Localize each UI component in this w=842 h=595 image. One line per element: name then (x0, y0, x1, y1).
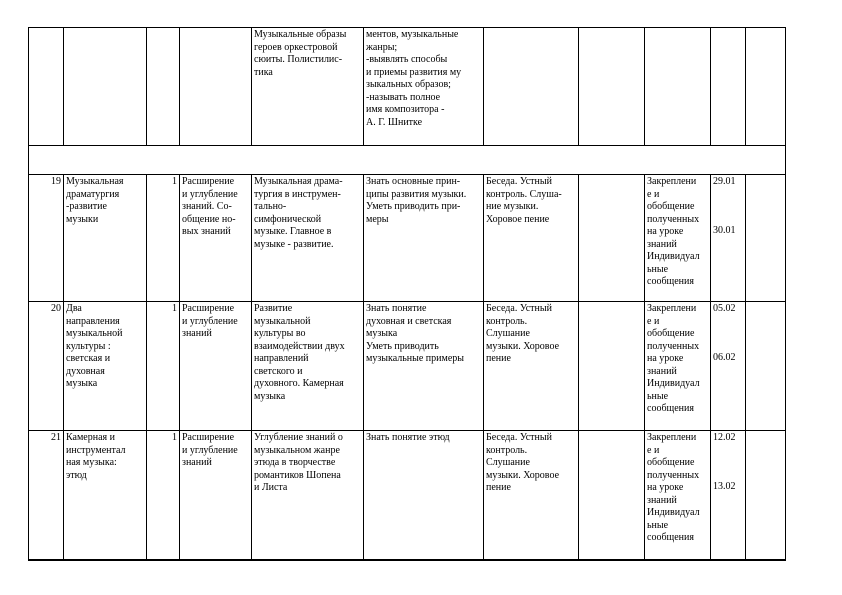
topic-line: светская и (66, 353, 111, 364)
hw-line: обобщение (647, 328, 695, 339)
cell-lesson-type (180, 302, 252, 431)
topic-line: Музыкальная (66, 176, 124, 187)
hw-line: ьные (647, 390, 669, 402)
planned-date: 12.02 (713, 432, 736, 443)
control-line: контроль. (486, 444, 528, 456)
hw-line: сообщения (647, 532, 694, 543)
control-line: Беседа. Устный (486, 176, 552, 187)
req-line: Уметь приводить (366, 340, 439, 352)
topic-line: направления (66, 315, 120, 327)
cell-homework (645, 175, 711, 302)
table-row-separator (29, 146, 786, 175)
topic-line: Два (66, 303, 82, 314)
content-line: музыкальном жанре (254, 444, 340, 456)
content-line: и Листа (254, 482, 288, 493)
hw-line: Закреплени (647, 303, 697, 314)
cell-date (711, 302, 746, 431)
topic-line: Камерная и (66, 432, 115, 443)
hw-line: обобщение (647, 457, 695, 468)
cell-date (711, 431, 746, 561)
type-line: знаний (182, 328, 212, 339)
hw-line: е и (647, 188, 660, 200)
content-line: музыкальной (254, 315, 311, 327)
cell-requirements (364, 28, 484, 146)
cell-date-actual (746, 175, 786, 302)
cell-requirements (364, 431, 484, 561)
type-line: Расширение (182, 432, 235, 443)
content-line: этюда в творчестве (254, 457, 336, 468)
cell-control (484, 431, 579, 561)
cell-date (711, 175, 746, 302)
hw-line: Закреплени (647, 176, 697, 187)
hw-line: Закреплени (647, 432, 697, 443)
content-line: героев оркестровой (254, 41, 338, 53)
req-line: музыка (366, 328, 398, 339)
req-line: жанры; (366, 41, 398, 53)
type-line: и углубление (182, 444, 238, 456)
planned-date: 06.02 (713, 351, 736, 363)
content-line: симфонической (254, 213, 322, 225)
cell-num: 20 (29, 302, 64, 431)
planned-date: 13.02 (713, 480, 736, 492)
table-row (29, 431, 786, 561)
hw-line: обобщение (647, 201, 695, 212)
control-line: ние музыки. (486, 201, 539, 212)
cell-num: 21 (29, 431, 64, 561)
cell-requirements (364, 175, 484, 302)
type-line: и углубление (182, 188, 238, 200)
cell-control (484, 302, 579, 431)
cell-homework (645, 302, 711, 431)
topic-line: культуры : (66, 340, 111, 352)
cell-date (711, 28, 746, 146)
hw-line: сообщения (647, 403, 694, 414)
content-line: тургия в инструмен- (254, 188, 341, 200)
cell-extra (579, 431, 645, 561)
cell-control (484, 28, 579, 146)
topic-line: музыки (66, 213, 99, 225)
control-line: контроль. Слуша- (486, 188, 562, 200)
cell-num: 19 (29, 175, 64, 302)
req-line: А. Г. Шнитке (366, 116, 423, 128)
cell-lesson-type (180, 431, 252, 561)
planned-date: 29.01 (713, 176, 736, 187)
hw-line: на уроке (647, 353, 684, 364)
req-line: Уметь приводить при- (366, 201, 461, 212)
content-line: романтиков Шопена (254, 469, 341, 481)
cell-date-actual (746, 28, 786, 146)
control-line: Беседа. Устный (486, 432, 552, 443)
content-line: музыке - развитие. (254, 238, 334, 250)
req-line: музыкальные примеры (366, 353, 464, 364)
cell-topic (64, 28, 147, 146)
content-line: направлений (254, 353, 309, 364)
content-line: взаимодействии двух (254, 340, 345, 352)
topic-line: драматургия (66, 188, 120, 200)
content-line: сюиты. Полистилис- (254, 54, 343, 65)
control-line: Слушание (486, 457, 530, 468)
cell-lesson-type (180, 28, 252, 146)
req-line: духовная и светская (366, 315, 452, 327)
type-line: и углубление (182, 315, 238, 327)
hw-line: Индивидуал (647, 251, 700, 262)
cell-content (252, 175, 364, 302)
req-line: и приемы развития му (366, 66, 462, 78)
req-line: зыкальных образов; (366, 79, 451, 90)
type-line: знаний (182, 457, 212, 468)
type-line: вых знаний (182, 226, 231, 237)
hw-line: на уроке (647, 482, 684, 493)
cell-extra (579, 175, 645, 302)
hw-line: знаний (647, 494, 677, 506)
req-line: меры (366, 213, 389, 225)
hw-line: полученных (647, 469, 700, 481)
cell-hours: 1 (147, 431, 180, 561)
content-line: культуры во (254, 328, 306, 339)
content-line: музыка (254, 390, 286, 402)
content-line: духовного. Камерная (254, 378, 344, 389)
topic-line: -развитие (66, 201, 107, 212)
control-line: Хоровое пение (486, 213, 550, 225)
content-line: светского и (254, 365, 303, 377)
cell-content (252, 431, 364, 561)
control-line: пение (486, 353, 511, 364)
req-line: -выявлять способы (366, 54, 448, 65)
req-line: ментов, музыкальные (366, 29, 459, 40)
cell-homework (645, 431, 711, 561)
control-line: Слушание (486, 328, 530, 339)
control-line: пение (486, 482, 511, 493)
control-line: Беседа. Устный (486, 303, 552, 314)
type-line: Расширение (182, 176, 235, 187)
cell-content (252, 28, 364, 146)
table-row (29, 302, 786, 431)
control-line: музыки. Хоровое (486, 469, 560, 481)
req-line: ципы развития музыки. (366, 188, 467, 200)
planned-date: 05.02 (713, 303, 736, 314)
cell-date-actual (746, 302, 786, 431)
req-line: Знать основные прин- (366, 176, 461, 187)
topic-line: этюд (66, 469, 87, 481)
cell-homework (645, 28, 711, 146)
req-line: Знать понятие (366, 303, 427, 314)
cell-content (252, 302, 364, 431)
content-line: Музыкальная драма- (254, 176, 343, 187)
planned-date: 30.01 (713, 224, 736, 236)
topic-line: музыка (66, 378, 98, 389)
hw-line: е и (647, 315, 660, 327)
req-line: Знать понятие этюд (366, 432, 450, 443)
type-line: общение но- (182, 213, 236, 225)
cell-hours: 1 (147, 302, 180, 431)
cell-control (484, 175, 579, 302)
cell-topic (64, 431, 147, 561)
cell-requirements (364, 302, 484, 431)
separator-cell (29, 146, 786, 175)
lesson-plan-table (28, 27, 786, 561)
topic-line: духовная (66, 365, 105, 377)
cell-hours: 1 (147, 175, 180, 302)
cell-lesson-type (180, 175, 252, 302)
hw-line: знаний (647, 238, 677, 250)
cell-date-actual (746, 431, 786, 561)
hw-line: полученных (647, 213, 700, 225)
type-line: знаний. Со- (182, 201, 232, 212)
req-line: -называть полное (366, 91, 441, 103)
req-line: имя композитора - (366, 104, 445, 115)
cell-extra (579, 28, 645, 146)
hw-line: полученных (647, 340, 700, 352)
content-line: Музыкальные образы (254, 29, 347, 40)
topic-line: ная музыка: (66, 457, 117, 468)
hw-line: Индивидуал (647, 507, 700, 518)
control-line: музыки. Хоровое (486, 340, 560, 352)
hw-line: ьные (647, 519, 669, 531)
cell-topic (64, 175, 147, 302)
hw-line: Индивидуал (647, 378, 700, 389)
hw-line: сообщения (647, 276, 694, 287)
type-line: Расширение (182, 303, 235, 314)
content-line: Углубление знаний о (254, 432, 343, 443)
hw-line: знаний (647, 365, 677, 377)
content-line: тально- (254, 201, 287, 212)
cell-num (29, 28, 64, 146)
cell-extra (579, 302, 645, 431)
control-line: контроль. (486, 315, 528, 327)
content-line: музыке. Главное в (254, 226, 332, 237)
cell-topic (64, 302, 147, 431)
hw-line: ьные (647, 263, 669, 275)
hw-line: на уроке (647, 226, 684, 237)
table-row-continuation (29, 28, 786, 146)
content-line: Развитие (254, 303, 293, 314)
topic-line: музыкальной (66, 328, 123, 339)
table-row (29, 175, 786, 302)
hw-line: е и (647, 444, 660, 456)
content-line: тика (254, 66, 273, 78)
topic-line: инструментал (66, 444, 126, 456)
cell-hours (147, 28, 180, 146)
